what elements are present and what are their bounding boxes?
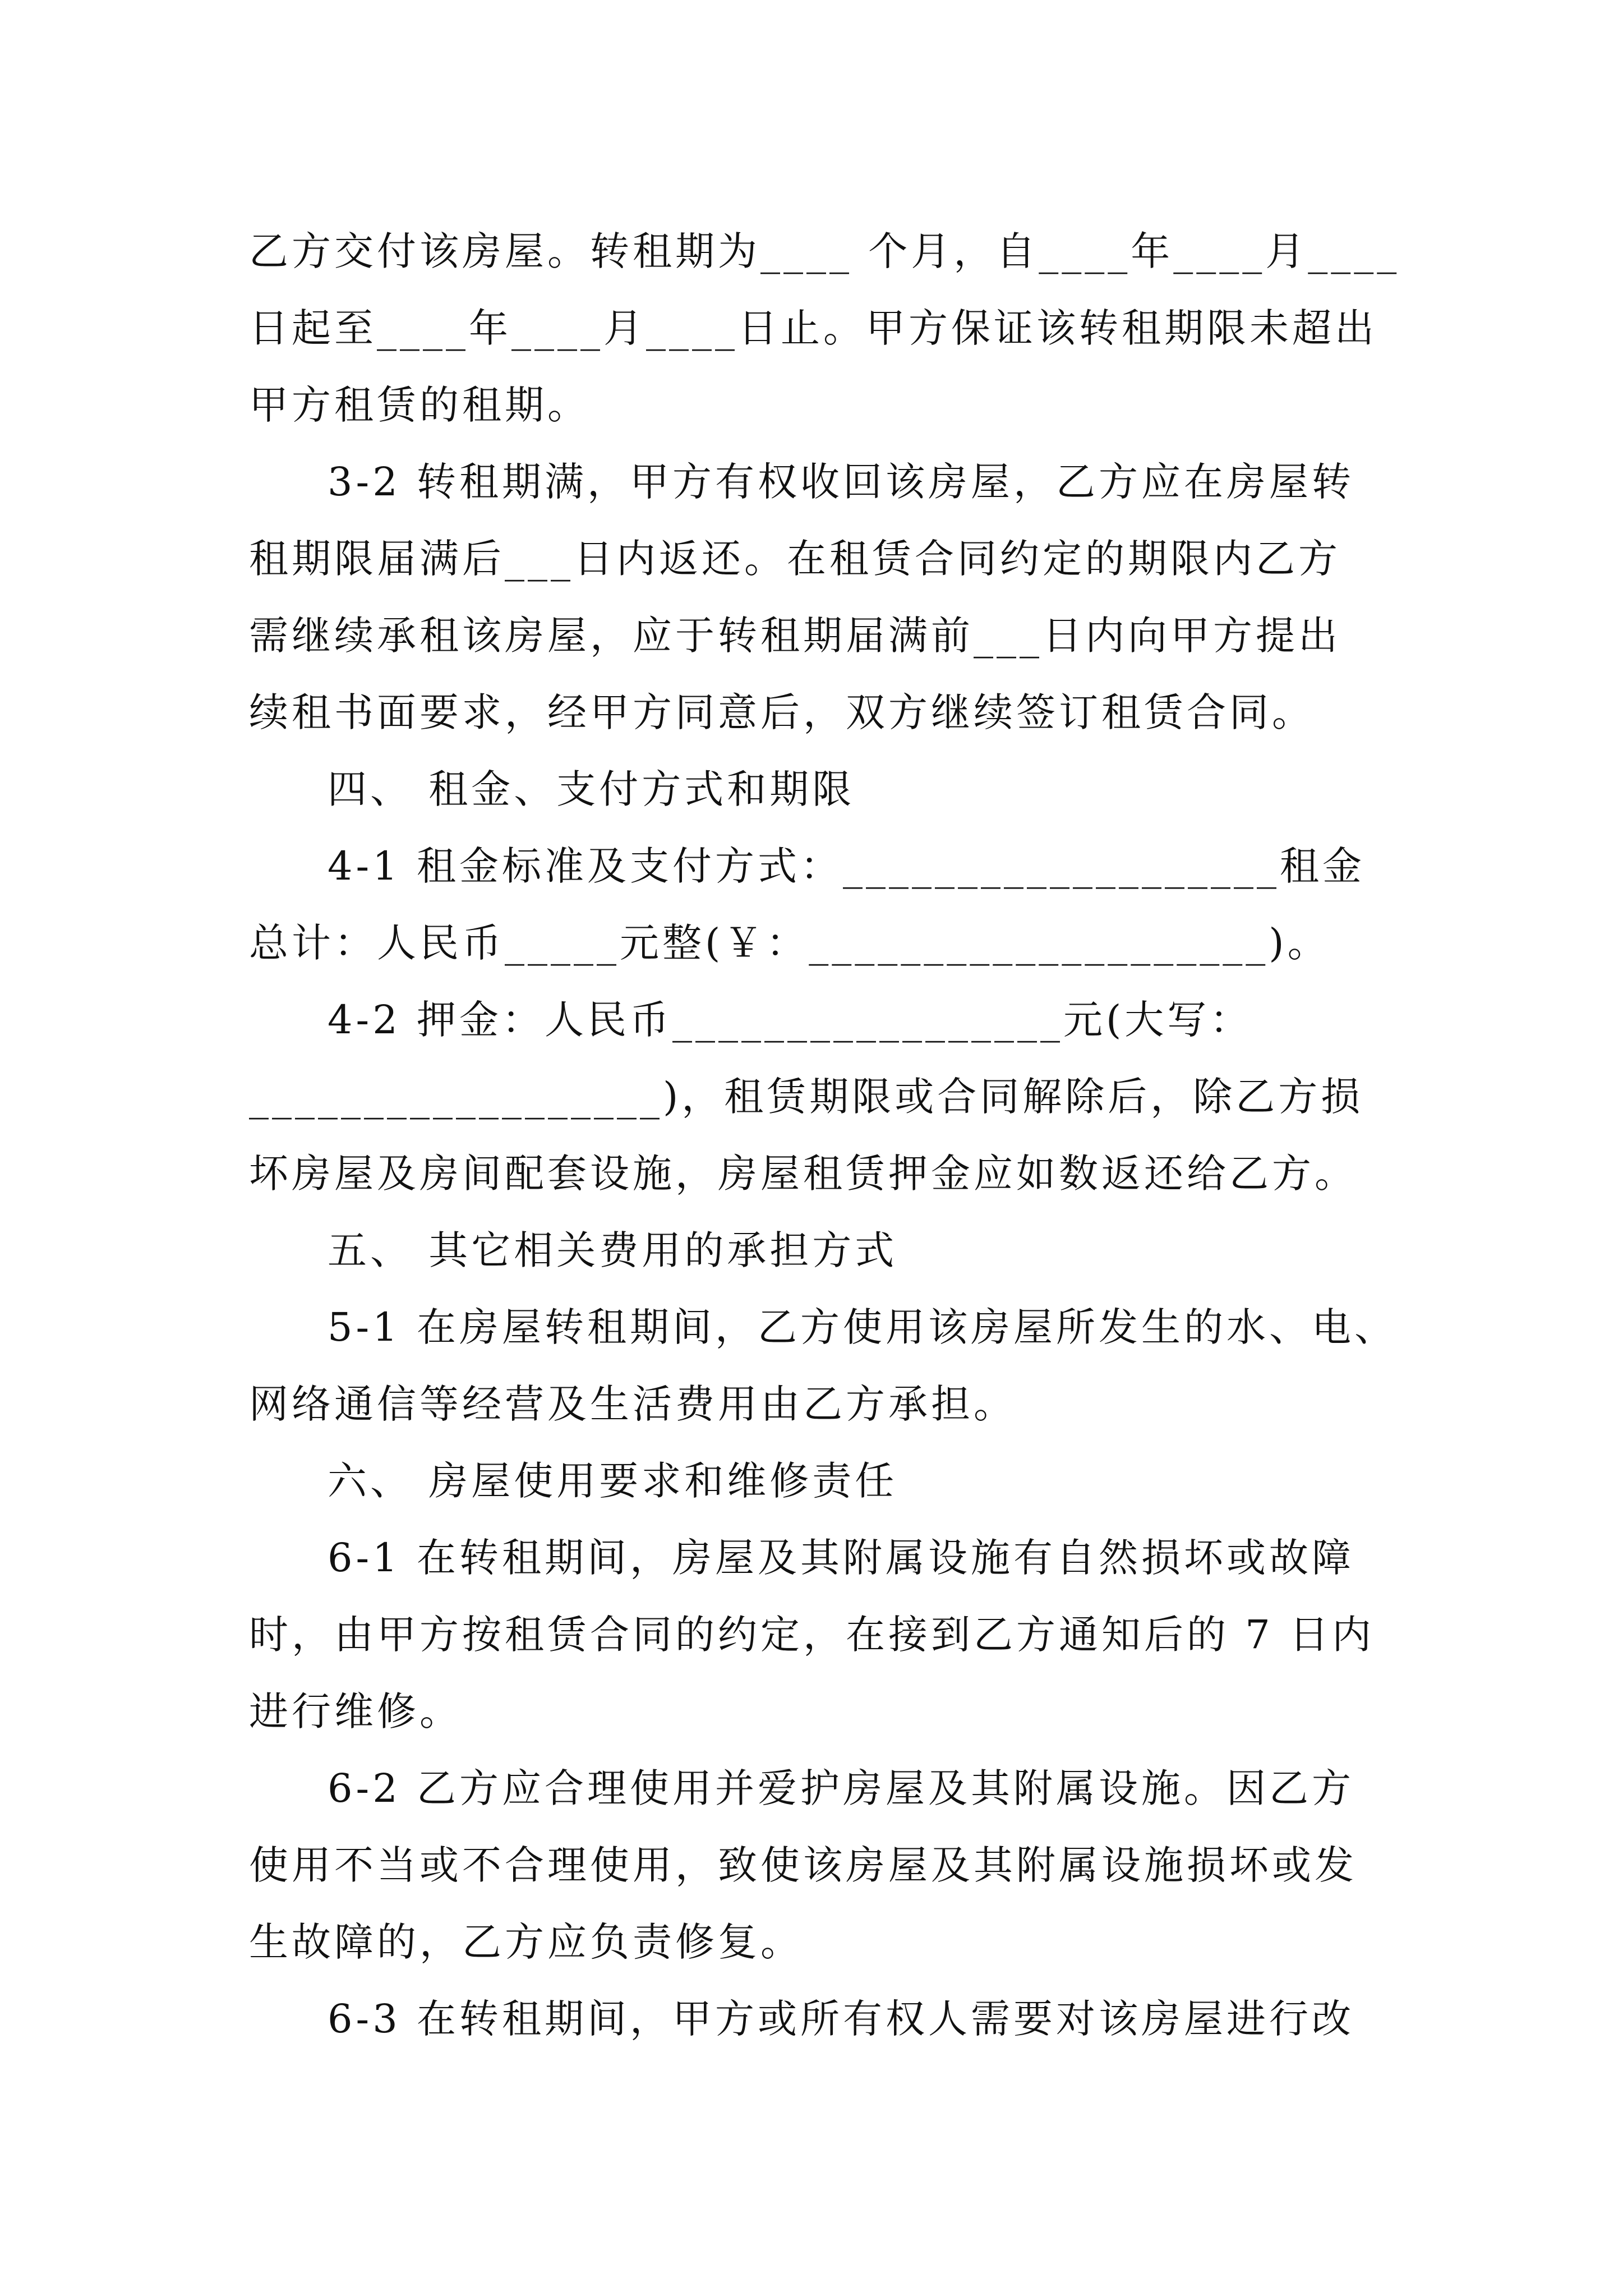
section-heading-6: 六、 房屋使用要求和维修责任	[328, 1458, 898, 1504]
clause-5-1: 5-1 在房屋转租期间，乙方使用该房屋所发生的水、电、	[328, 1304, 1397, 1350]
text-line: 租期限届满后___日内返还。在租赁合同约定的期限内乙方	[249, 536, 1341, 582]
clause-6-3: 6-3 在转租期间，甲方或所有权人需要对该房屋进行改	[328, 1996, 1354, 2042]
text-line: 进行维修。	[249, 1688, 462, 1734]
clause-6-2: 6-2 乙方应合理使用并爱护房屋及其附属设施。因乙方	[328, 1765, 1354, 1811]
section-heading-4: 四、 租金、支付方式和期限	[328, 766, 855, 812]
clause-6-1: 6-1 在转租期间，房屋及其附属设施有自然损坏或故障	[328, 1535, 1354, 1581]
text-line: 生故障的，乙方应负责修复。	[249, 1919, 803, 1965]
text-line: 甲方租赁的租期。	[249, 382, 590, 428]
document-body	[249, 213, 1410, 2058]
text-line: __________________)，租赁期限或合同解除后，除乙方损	[249, 1074, 1364, 1120]
clause-4-2: 4-2 押金：人民币_________________元(大写：	[328, 997, 1253, 1043]
text-line: 总计：人民币_____元整(￥：____________________)。	[249, 920, 1330, 966]
text-line: 坏房屋及房间配套设施，房屋租赁押金应如数返还给乙方。	[249, 1151, 1357, 1197]
text-line: 时，由甲方按租赁合同的约定，在接到乙方通知后的 7 日内	[249, 1612, 1375, 1658]
clause-3-2: 3-2 转租期满，甲方有权收回该房屋，乙方应在房屋转	[328, 459, 1354, 505]
clause-4-1: 4-1 租金标准及支付方式：___________________租金	[328, 843, 1365, 889]
text-line: 需继续承租该房屋，应于转租期届满前___日内向甲方提出	[249, 613, 1341, 659]
text-line: 使用不当或不合理使用，致使该房屋及其附属设施损坏或发	[249, 1842, 1357, 1888]
text-line: 乙方交付该房屋。转租期为____ 个月，自____年____月____	[249, 228, 1400, 274]
text-line: 续租书面要求，经甲方同意后，双方继续签订租赁合同。	[249, 689, 1315, 735]
section-heading-5: 五、 其它相关费用的承担方式	[328, 1227, 898, 1273]
text-line: 网络通信等经营及生活费用由乙方承担。	[249, 1381, 1016, 1427]
text-line: 日起至____年____月____日止。甲方保证该转租期限未超出	[249, 305, 1377, 351]
